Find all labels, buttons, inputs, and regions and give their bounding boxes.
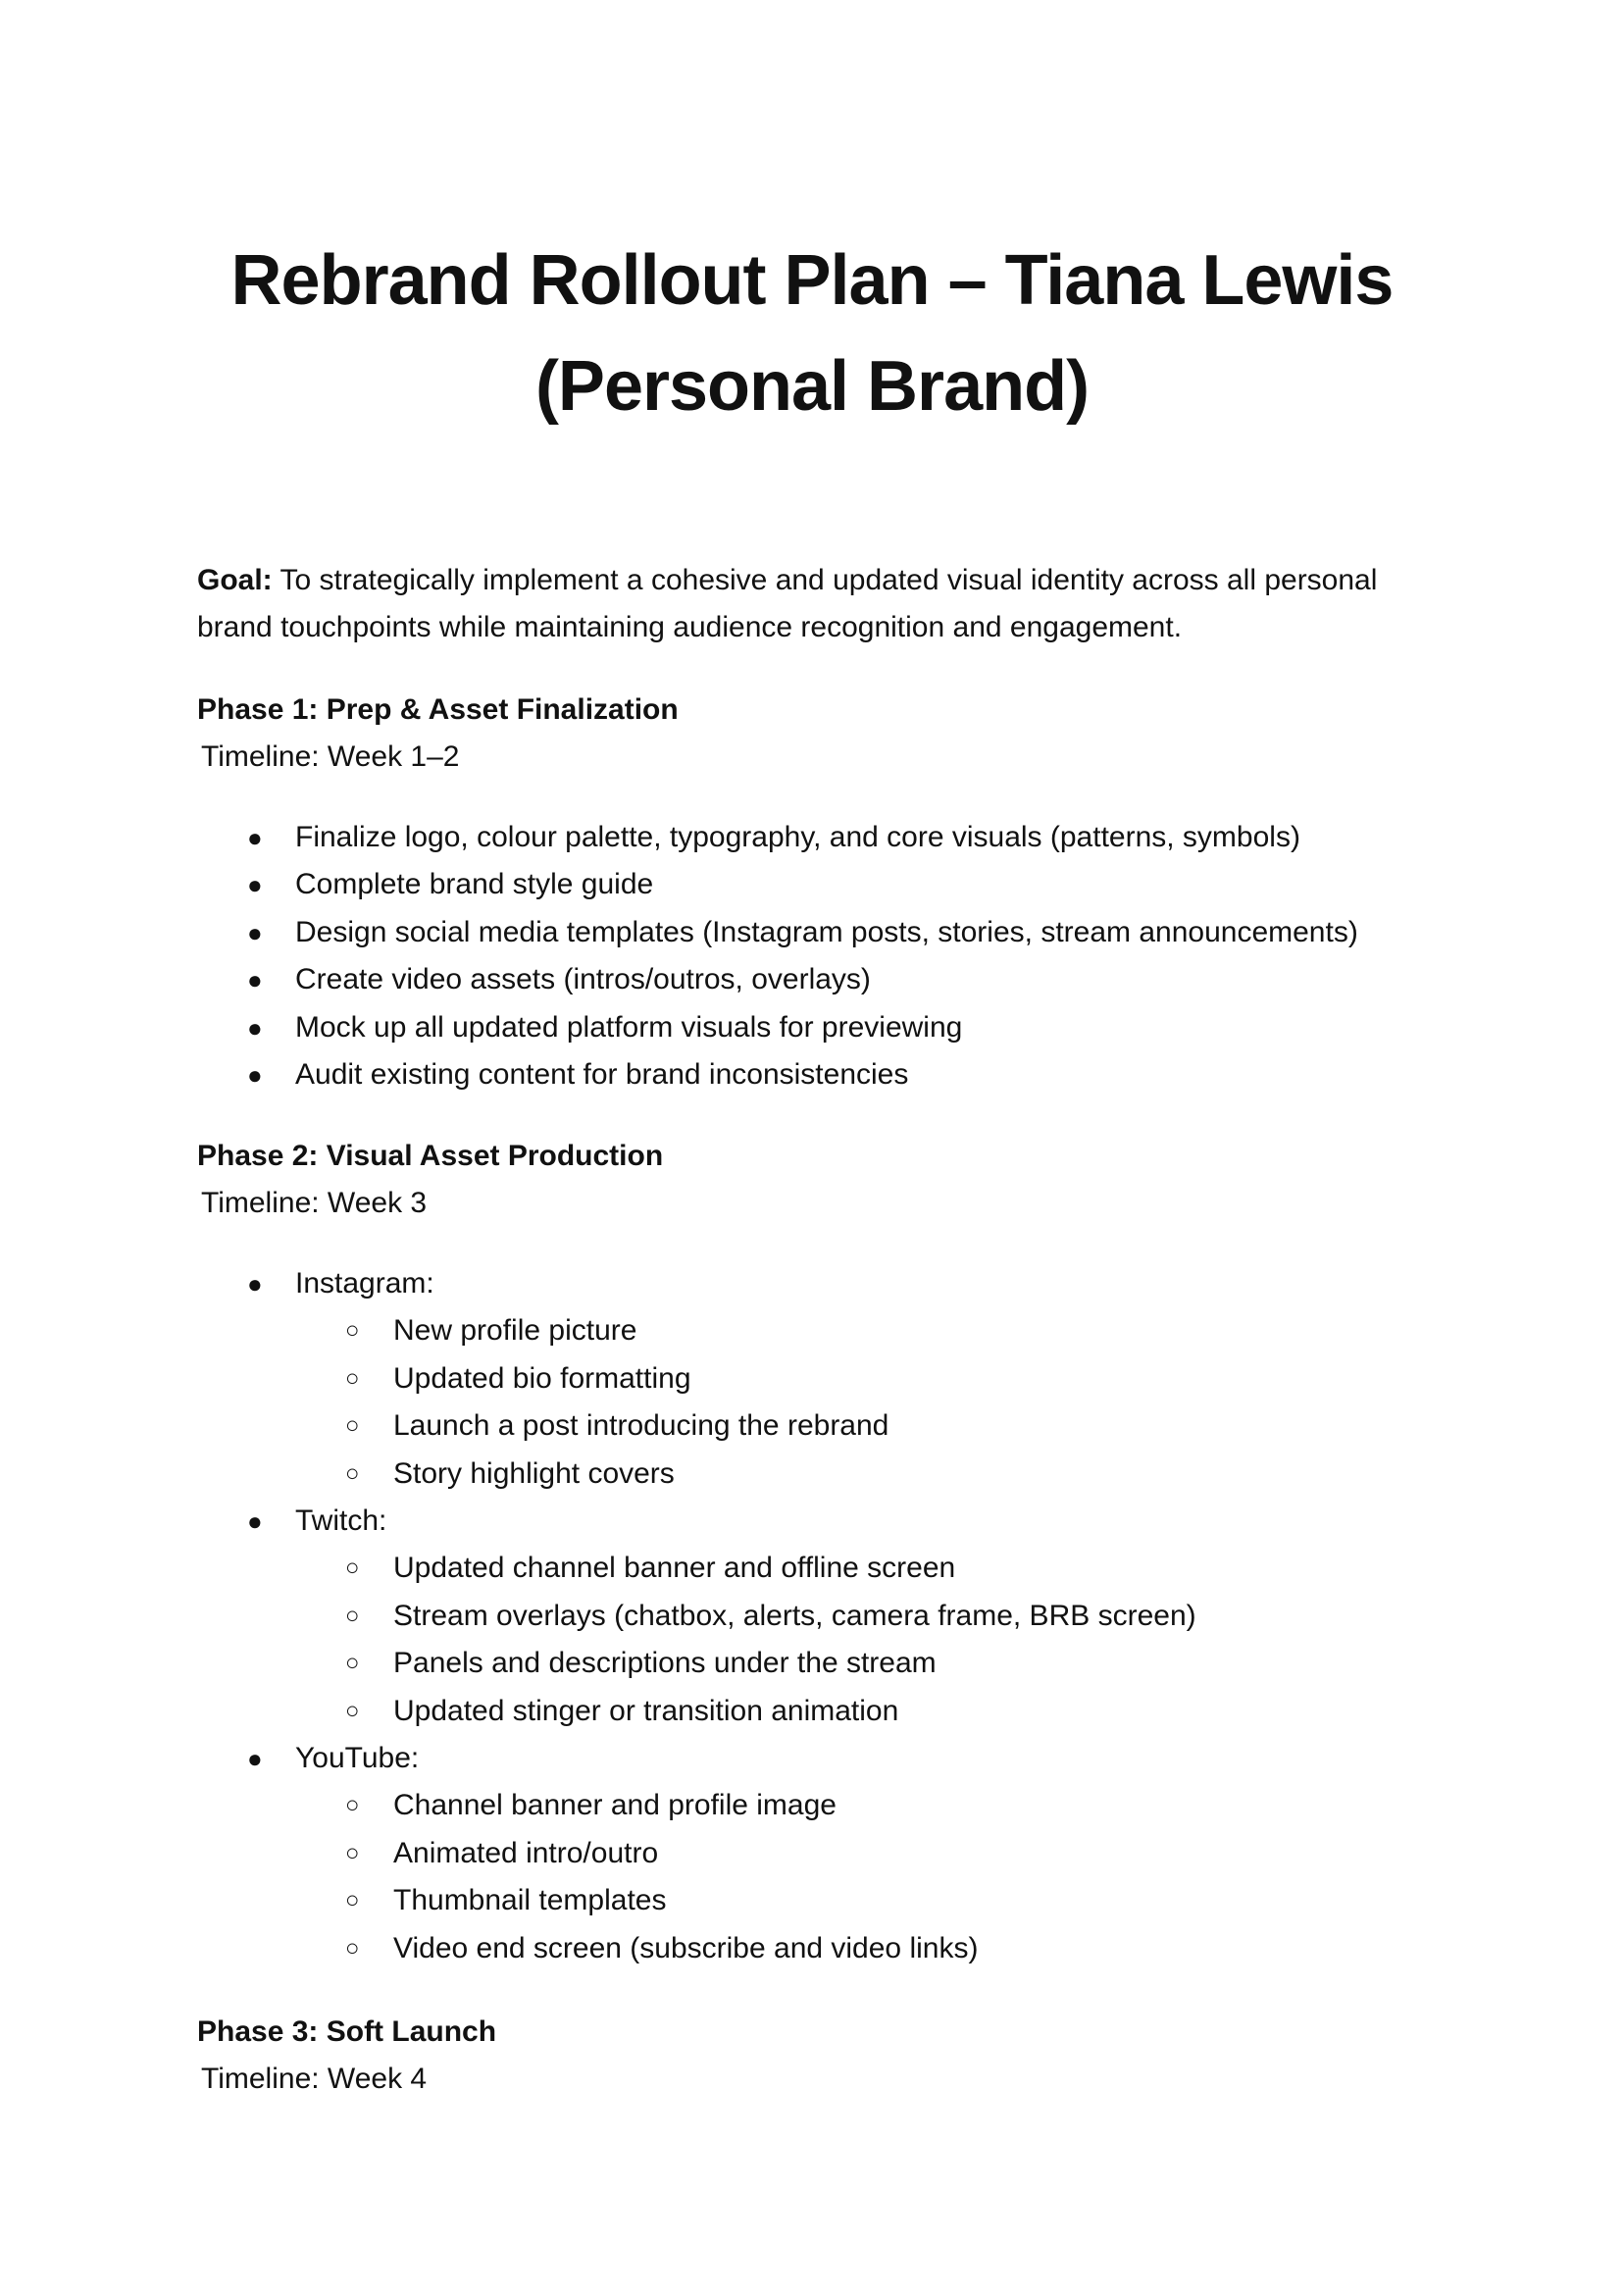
- twitch-sublist: [295, 1545, 1471, 1735]
- sub-list-item-text: Channel banner and profile image: [393, 1789, 837, 1822]
- bullet-icon: ●: [247, 1012, 263, 1043]
- sub-list-item-text: Panels and descriptions under the stream: [393, 1647, 937, 1680]
- phase2-heading: Phase 2: Visual Asset Production: [197, 1140, 664, 1172]
- phase1-heading: Phase 1: Prep & Asset Finalization: [197, 693, 679, 726]
- sub-list-item-text: Animated intro/outro: [393, 1836, 659, 1869]
- hollow-bullet-icon: ○: [345, 1839, 360, 1866]
- sub-list-item: [0, 1877, 1471, 1924]
- goal-text: To strategically implement a cohesive and updated visual identity across all personal brand touchpoints while maintaining audience recognition and engagement.: [197, 564, 1378, 643]
- list-item: [0, 1051, 1471, 1098]
- list-item: [0, 861, 1471, 908]
- hollow-bullet-icon: ○: [345, 1364, 360, 1392]
- sub-list-item-text: Thumbnail templates: [393, 1884, 667, 1917]
- sub-list-item: [0, 1545, 1471, 1592]
- sub-list-item: [0, 1355, 1471, 1402]
- sub-list-item: [0, 1782, 1471, 1829]
- goal-label: Goal:: [197, 564, 273, 596]
- bullet-icon: ●: [247, 1744, 263, 1774]
- list-item-text: Finalize logo, colour palette, typography, and core visuals (patterns, symbols): [295, 821, 1300, 853]
- sub-list-item: [0, 1925, 1471, 1972]
- hollow-bullet-icon: ○: [345, 1697, 360, 1724]
- sub-list-item: [0, 1640, 1471, 1687]
- list-item-text: Complete brand style guide: [295, 868, 654, 901]
- list-item-text: Instagram:: [295, 1267, 434, 1300]
- phase1-list: [0, 814, 1471, 1098]
- sub-list-item: [0, 1593, 1471, 1640]
- hollow-bullet-icon: ○: [345, 1792, 360, 1819]
- bullet-icon: ●: [247, 1506, 263, 1537]
- hollow-bullet-icon: ○: [345, 1412, 360, 1440]
- list-item: [0, 814, 1471, 861]
- phase1-timeline: Timeline: Week 1–2: [201, 740, 460, 773]
- list-item-text: Audit existing content for brand inconsistencies: [295, 1058, 909, 1092]
- hollow-bullet-icon: ○: [345, 1934, 360, 1962]
- bullet-icon: ●: [247, 823, 263, 852]
- sub-list-item: [0, 1688, 1471, 1735]
- bullet-icon: ●: [247, 1269, 263, 1299]
- sub-list-item-text: Video end screen (subscribe and video links): [393, 1931, 979, 1964]
- sub-list-item-text: New profile picture: [393, 1314, 637, 1348]
- sub-list-item-text: Updated channel banner and offline screen: [393, 1552, 956, 1585]
- bullet-icon: ●: [247, 1060, 263, 1091]
- phase2-list: [0, 1260, 1471, 1972]
- bullet-icon: ●: [247, 917, 263, 947]
- sub-list-item: [0, 1307, 1471, 1354]
- youtube-sublist: [295, 1782, 1471, 1972]
- sub-list-item: [0, 1830, 1471, 1877]
- phase2-timeline: Timeline: Week 3: [201, 1187, 428, 1219]
- list-item: [0, 909, 1471, 956]
- sub-list-item-text: Launch a post introducing the rebrand: [393, 1409, 889, 1443]
- sub-list-item: [0, 1451, 1471, 1498]
- hollow-bullet-icon: ○: [345, 1650, 360, 1677]
- list-item-text: YouTube:: [295, 1742, 420, 1775]
- sub-list-item-text: Stream overlays (chatbox, alerts, camera frame, BRB screen): [393, 1599, 1196, 1632]
- list-item: [0, 1004, 1471, 1051]
- list-item: [0, 956, 1471, 1003]
- list-item-twitch: [0, 1498, 1471, 1735]
- hollow-bullet-icon: ○: [345, 1459, 360, 1487]
- phase3-heading: Phase 3: Soft Launch: [197, 2015, 497, 2048]
- hollow-bullet-icon: ○: [345, 1887, 360, 1914]
- bullet-icon: ●: [247, 870, 263, 900]
- hollow-bullet-icon: ○: [345, 1602, 360, 1629]
- sub-list-item-text: Story highlight covers: [393, 1456, 675, 1490]
- list-item-instagram: [0, 1260, 1471, 1498]
- goal-paragraph: [197, 557, 1452, 651]
- document-title: Rebrand Rollout Plan – Tiana Lewis (Personal Brand): [230, 241, 1394, 426]
- phase3-timeline: Timeline: Week 4: [201, 2063, 428, 2095]
- sub-list-item-text: Updated stinger or transition animation: [393, 1694, 899, 1727]
- sub-list-item: [0, 1402, 1471, 1450]
- hollow-bullet-icon: ○: [345, 1555, 360, 1582]
- list-item-text: Mock up all updated platform visuals for previewing: [295, 1010, 963, 1044]
- list-item-text: Twitch:: [295, 1504, 387, 1538]
- hollow-bullet-icon: ○: [345, 1317, 360, 1345]
- list-item-youtube: [0, 1735, 1471, 1972]
- instagram-sublist: [295, 1307, 1471, 1498]
- sub-list-item-text: Updated bio formatting: [393, 1361, 691, 1395]
- list-item-text: Design social media templates (Instagram posts, stories, stream announcements): [295, 915, 1358, 948]
- list-item-text: Create video assets (intros/outros, overlays): [295, 963, 871, 996]
- bullet-icon: ●: [247, 965, 263, 995]
